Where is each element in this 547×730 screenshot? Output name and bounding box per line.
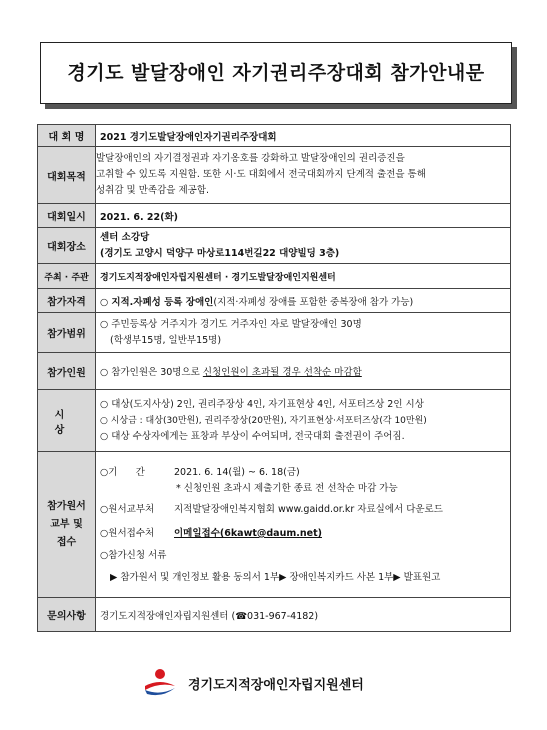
dist-value: 지적발달장애인복지협회 www.gaidd.or.kr 자료실에서 다운로드	[174, 504, 443, 515]
row-people	[38, 353, 511, 390]
period-row	[100, 465, 510, 481]
value-name: 2021 경기도발달장애인자기권리주장대회	[96, 125, 511, 147]
docs-label: ○참가신청 서류	[100, 550, 167, 561]
docs-list-row	[100, 570, 510, 586]
row-name	[38, 125, 511, 147]
recv-label: ○원서접수처	[100, 528, 155, 539]
row-apply	[38, 452, 511, 598]
award-label: 시 상	[54, 409, 79, 436]
value-award	[96, 390, 511, 452]
row-purpose	[38, 147, 511, 204]
dist-label: ○원서교부처	[100, 504, 155, 515]
value-purpose	[96, 147, 511, 204]
row-scope	[38, 313, 511, 353]
label-scope: 참가범위	[38, 313, 96, 353]
recv-row	[100, 526, 510, 542]
scope-detail: (학생부15명, 일반부15명)	[110, 334, 222, 346]
label-host: 주최 · 주관	[38, 264, 96, 289]
bullet: ○	[100, 296, 112, 308]
label-people: 참가인원	[38, 353, 96, 390]
row-qualification	[38, 289, 511, 313]
info-table	[37, 124, 511, 632]
label-purpose: 대회목적	[38, 147, 96, 204]
scope-line: ○ 주민등록상 거주지가 경기도 거주자인 자로 발달장애인 30명	[100, 318, 362, 330]
label-award	[38, 390, 96, 452]
value-date: 2021. 6. 22(화)	[96, 204, 511, 228]
award-line: ○ 대상 수상자에게는 표창과 부상이 수여되며, 전국대회 출전권이 주어짐.	[100, 430, 405, 442]
apply-label-line: 참가원서	[47, 500, 86, 512]
row-contact	[38, 598, 511, 632]
purpose-line: 성취감 및 만족감을 제공함.	[96, 185, 210, 196]
center-logo-icon	[142, 668, 178, 696]
venue-address: (경기도 고양시 덕양구 마상로114번길22 대양빌딩 3층)	[100, 247, 340, 259]
value-people	[96, 353, 511, 390]
row-venue	[38, 228, 511, 264]
qualification-bold: 지적.자폐성 등록 장애인	[111, 296, 214, 308]
value-qualification	[96, 289, 511, 313]
label-qualification: 참가자격	[38, 289, 96, 313]
apply-label-line: 접수	[56, 536, 77, 548]
period-label: ○기 간	[100, 467, 145, 478]
row-date	[38, 204, 511, 228]
dist-row	[100, 502, 510, 518]
label-contact: 문의사항	[38, 598, 96, 632]
venue-line: 센터 소강당	[100, 231, 150, 243]
value-host: 경기도지적장애인자립지원센터 · 경기도발달장애인지원센터	[96, 264, 511, 289]
award-line: ○ 시상금 : 대상(30만원), 권리주장상(20만원), 자기표현상·서포터즈상(각 10만원)	[100, 415, 427, 426]
value-venue	[96, 228, 511, 264]
purpose-line: 고취할 수 있도록 지원함. 또한 시·도 대회에서 전국대회까지 단계적 출전을 통해	[96, 169, 426, 180]
award-line: ○ 대상(도지사상) 2인, 권리주장상 4인, 자기표현상 4인, 서포터즈상 2인 시상	[100, 398, 424, 410]
page-title: 경기도 발달장애인 자기권리주장대회 참가안내문	[67, 62, 485, 84]
label-name: 대 회 명	[38, 125, 96, 147]
qualification-note: (지적·자폐성 장애를 포함한 중복장애 참가 가능)	[213, 296, 414, 308]
period-note: * 신청인원 초과시 제출기한 종료 전 선착순 마감 가능	[176, 483, 398, 494]
row-host	[38, 264, 511, 289]
period-value: 2021. 6. 14(월) ~ 6. 18(금)	[174, 467, 300, 478]
row-award	[38, 390, 511, 452]
value-apply	[96, 452, 511, 598]
docs-value: ▶ 참가원서 및 개인정보 활용 동의서 1부▶ 장애인복지카드 사본 1부▶ 발표원고	[110, 572, 441, 583]
footer-org-name: 경기도지적장애인자립지원센터	[188, 678, 364, 693]
period-note-row	[100, 481, 510, 497]
recv-email-link[interactable]: 이메일접수(6kawt@daum.net)	[174, 528, 322, 539]
label-apply	[38, 452, 96, 598]
purpose-line: 발달장애인의 자기결정권과 자기옹호를 강화하고 발달장애인의 권리증진을	[96, 153, 405, 164]
people-underlined: 신청인원이 초과될 경우 선착순 마감함	[202, 367, 362, 378]
people-text: ○ 참가인원은 30명으로	[100, 367, 203, 378]
value-contact: 경기도지적장애인자립지원센터 (☎031-967-4182)	[96, 598, 511, 632]
docs-row	[100, 548, 510, 564]
title-banner	[40, 42, 512, 104]
apply-label-line: 교부 및	[50, 518, 83, 530]
value-scope	[96, 313, 511, 353]
label-date: 대회일시	[38, 204, 96, 228]
label-venue: 대회장소	[38, 228, 96, 264]
